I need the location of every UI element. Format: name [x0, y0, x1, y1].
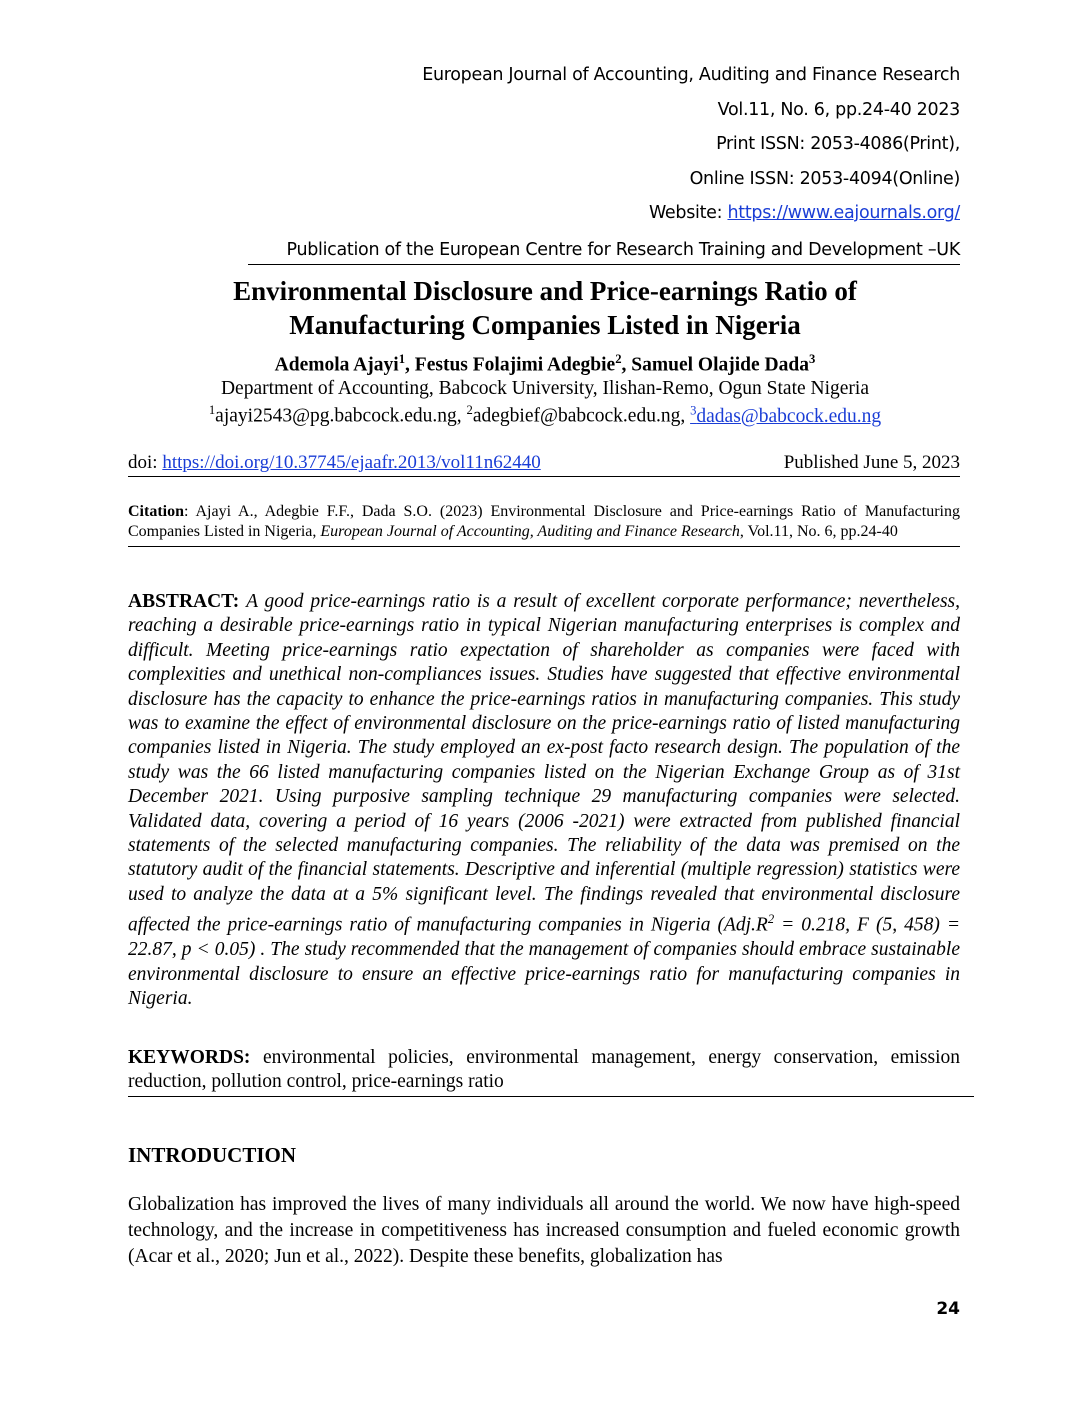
title-line-1: Environmental Disclosure and Price-earnings Ratio of [233, 276, 857, 306]
journal-header [422, 60, 960, 233]
email-1-marker: 1 [208, 403, 216, 417]
email-3-link[interactable] [690, 403, 882, 427]
abstract-superscript: 2 [767, 912, 775, 927]
author-2-marker: 2 [615, 352, 622, 366]
author-2: Festus Folajimi Adegbie [414, 354, 616, 376]
published-date: Published June 5, 2023 [783, 452, 960, 473]
abstract [128, 590, 960, 1011]
website-link[interactable]: https://www.eajournals.org/ [727, 203, 960, 223]
author-emails [130, 403, 960, 428]
author-list [130, 352, 960, 377]
introduction-heading: INTRODUCTION [128, 1143, 297, 1167]
email-2: adegbief@babcock.edu.ng, [472, 405, 691, 427]
keywords-label: KEYWORDS: [128, 1047, 263, 1068]
citation-label: Citation [128, 503, 184, 520]
email-3: dadas@babcock.edu.ng [696, 405, 882, 427]
author-3: Samuel Olajide Dada [631, 354, 809, 376]
doi [128, 452, 541, 474]
citation [128, 502, 960, 547]
volume-info: Vol.11, No. 6, pp.24-40 2023 [717, 99, 960, 120]
author-3-marker: 3 [808, 352, 816, 366]
affiliation: Department of Accounting, Babcock University, Ilishan-Remo, Ogun State Nigeria [220, 378, 870, 399]
author-separator: , [405, 354, 415, 376]
doi-label: doi: [128, 452, 163, 473]
website-label: Website: [648, 203, 728, 223]
email-3-marker: 3 [690, 403, 697, 417]
website-line [422, 198, 960, 233]
abstract-label: ABSTRACT: [128, 591, 247, 612]
doi-row [128, 452, 960, 477]
citation-text: : Ajayi A., Adegbie F.F., Dada S.O. (2023) Environmental Disclosure and Price-earnings Ratio of Manufacturing Companies Listed in Nigeria, [128, 503, 960, 540]
print-issn: Print ISSN: 2053-4086(Print), [716, 134, 960, 154]
doi-link[interactable]: https://doi.org/10.37745/ejaafr.2013/vol11n62440 [162, 452, 541, 473]
journal-name: European Journal of Accounting, Auditing and Finance Research [422, 65, 960, 85]
introduction-text: Globalization has improved the lives of many individuals all around the world. We now have high-speed technology, and the increase in competitiveness has increased consumption and fueled economic growth (Acar et al., 2020; Jun et al., 2022). Despite these benefits, globalization has [128, 1194, 960, 1267]
abstract-text: A good price-earnings ratio is a result of excellent corporate performance; nevertheless, reaching a desirable price-earnings ratio in typical Nigerian manufacturing enterprises is complex and difficult. Meeting price-earnings ratio expectation of shareholder as companies were faced with complexities and unethical non-compliances issues. Studies have suggested that effective environmental disclosure has the capacity to enhance the price-earnings ratios in manufacturing companies. This study was to examine the effect of environmental disclosure on the price-earnings ratio of listed manufacturing companies listed in Nigeria. The study employed an ex-post facto research design. The population of the study was the 66 listed manufacturing companies listed on the Nigerian Exchange Group as of 31st December 2021. Using purposive sampling technique 29 manufacturing companies were selected. Validated data, covering a period of 16 years (2006 -2021) were extracted from published financial statements of the selected manufacturing companies. The reliability of the data was premised on the statutory audit of the financial statements. Descriptive and inferential (multiple regression) statistics were used to analyze the data at a 5% significant level. The findings revealed that environmental disclosure affected the price-earnings ratio of manufacturing companies in Nigeria (Adj.R [128, 591, 961, 936]
author-1-marker: 1 [398, 352, 406, 366]
keywords-text: environmental policies, environmental management, energy conservation, emission reduction, pollution control, price-earnings ratio [128, 1047, 960, 1092]
citation-journal: European Journal of Accounting, Auditing and Finance Research [320, 523, 740, 540]
online-issn: Online ISSN: 2053-4094(Online) [689, 168, 960, 189]
citation-volume: , Vol.11, No. 6, pp.24-40 [739, 523, 898, 540]
email-2-marker: 2 [466, 403, 473, 417]
abstract-text-end: = 0.218, F (5, 458) = 22.87, p < 0.05) . The study recommended that the management of companies should embrace sustainable environmental disclosure to ensure an effective price-earnings ratio for manufacturing companies in Nigeria. [128, 914, 960, 1009]
publisher-line: Publication of the European Centre for Research Training and Development –UK [248, 238, 960, 265]
paper-title [130, 274, 960, 342]
title-line-2: Manufacturing Companies Listed in Nigeria [289, 310, 801, 340]
author-separator: , [621, 354, 632, 376]
email-1: ajayi2543@pg.babcock.edu.ng, [215, 405, 467, 427]
keywords [128, 1046, 974, 1097]
page-number: 24 [936, 1299, 960, 1319]
author-1: Ademola Ajayi [274, 354, 399, 376]
